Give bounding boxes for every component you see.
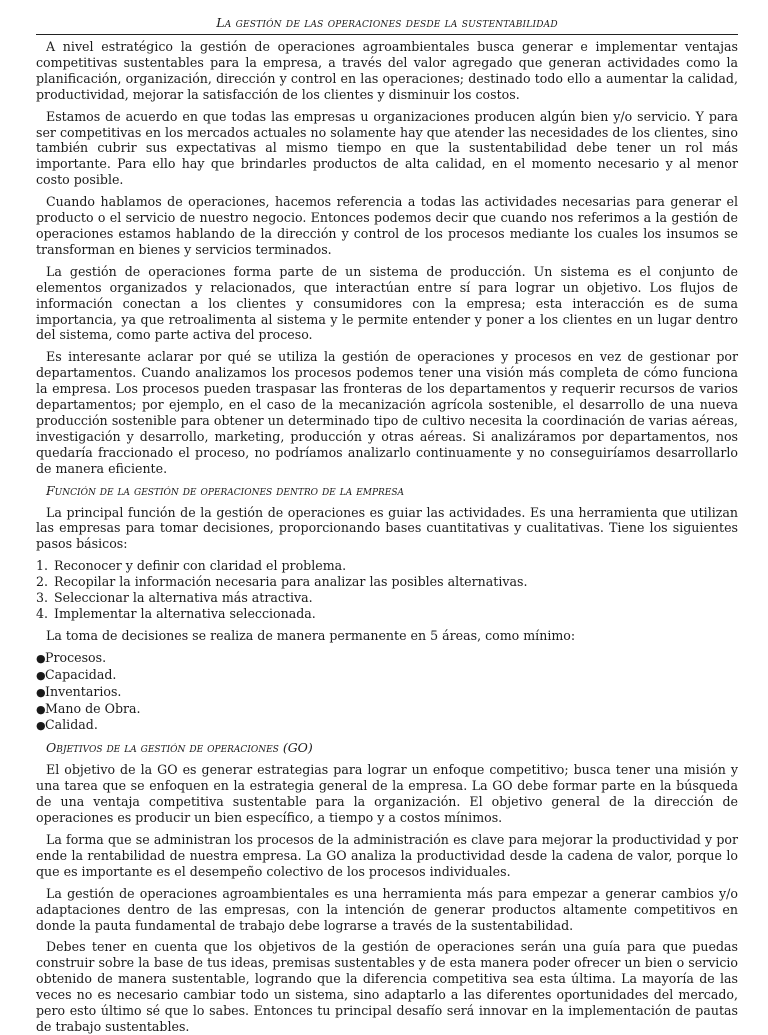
list-item-text: Procesos.: [45, 649, 107, 665]
list-item-text: Mano de Obra.: [45, 700, 141, 716]
steps-list: [36, 558, 738, 622]
bullet-icon: ●: [36, 668, 46, 682]
paragraph: La gestión de operaciones agroambientales es una herramienta más para empezar a generar cambios y/o adaptaciones dentro de las empresas, con la intención de generar productos altamente competitivos en donde la pauta fundamental de trabajo debe lograrse a través de la sustentabilidad.: [36, 885, 738, 933]
list-item-text: Implementar la alternativa seleccionada.: [54, 606, 316, 621]
list-item: [36, 606, 738, 622]
paragraph: Estamos de acuerdo en que todas las empresas u organizaciones producen algún bien y/o servicio. Y para ser competitivas en los mercados actuales no solamente hay que atender las necesidades de los clientes, sino también cubrir sus expectativas al mismo tiempo en que la sustentabilidad debe tener un rol más importante. Para ello hay que brindarles productos de alta calidad, en el momento necesario y al menor costo posible.: [36, 108, 738, 188]
bullet-icon: ●: [36, 651, 46, 665]
list-number: 2.: [36, 574, 49, 590]
list-item: [36, 667, 738, 684]
section-heading-function: Función de la gestión de operaciones dentro de la empresa: [46, 482, 405, 498]
paragraph: Debes tener en cuenta que los objetivos de la gestión de operaciones serán una guía para que puedas construir sobre la base de tus ideas, premisas sustentables y de esta manera poder ofrecer un bien o servicio obtenido de manera sustentable, logrando que la diferencia competitiva sea esta última. La mayoría de las veces no es necesario cambiar todo un sistema, sino adaptarlo a las diferentes oportunidades del mercado, pero esto último sé que lo sabes. Entonces tu principal desafío será innovar en la implementación de pautas de trabajo sustentables.: [36, 939, 738, 1034]
paragraph: La toma de decisiones se realiza de manera permanente en 5 áreas, como mínimo:: [46, 627, 576, 643]
list-item-text: Inventarios.: [45, 683, 122, 699]
list-item-text: Capacidad.: [45, 666, 117, 682]
list-item: [36, 701, 738, 718]
list-number: 3.: [36, 590, 49, 606]
paragraph: Cuando hablamos de operaciones, hacemos referencia a todas las actividades necesarias para generar el producto o el servicio de nuestro negocio. Entonces podemos decir que cuando nos referimos a la gestión de operaciones estamos hablando de la dirección y control de los procesos mediante los cuales los insumos se transforman en bienes y servicios terminados.: [36, 194, 738, 257]
bullet-icon: ●: [36, 719, 46, 733]
list-item: [36, 717, 738, 734]
paragraph: Es interesante aclarar por qué se utiliza la gestión de operaciones y procesos en vez de gestionar por departamentos. Cuando analizamos los procesos podemos tener una visión más completa de cómo funciona la empresa. Los procesos pueden traspasar las fronteras de los departamentos y requerir recursos de varios departamentos; por ejemplo, en el caso de la mecanización agrícola sostenible, el desarrollo de una nueva producción sostenible para obtener un determinado tipo de cultivo necesita la coordinación de varias aéreas, investigación y desarrollo, marketing, producción y otras aéreas. Si analizáramos por departamentos, nos quedaría fraccionado el proceso, no podríamos analizarlo continuamente y no conseguiríamos desarrollarlo de manera eficiente.: [36, 349, 738, 476]
bullet-icon: ●: [36, 702, 46, 716]
list-item-text: Reconocer y definir con claridad el problema.: [54, 558, 347, 574]
running-header: La gestión de las operaciones desde la sustentabilidad: [36, 14, 738, 35]
list-item-text: Seleccionar la alternativa más atractiva.: [54, 590, 313, 606]
list-item: [36, 574, 738, 590]
list-item-text: Calidad.: [45, 717, 98, 733]
paragraph: La principal función de la gestión de operaciones es guiar las actividades. Es una herramienta que utilizan las empresas para tomar decisiones, proporcionando bases cuantitativas y cualitativas. Tiene los siguientes pasos básicos:: [36, 504, 738, 552]
bullet-icon: ●: [36, 685, 46, 699]
section-heading-objectives: Objetivos de la gestión de operaciones (GO): [46, 740, 313, 756]
paragraph: La forma que se administran los procesos de la administración es clave para mejorar la productividad y por ende la rentabilidad de nuestra empresa. La GO analiza la productividad desde la cadena de valor, porque lo que es importante es el desempeño colectivo de los procesos individuales.: [36, 831, 738, 879]
paragraph: El objetivo de la GO es generar estrategias para lograr un enfoque competitivo; busca tener una misión y una tarea que se enfoquen en la estrategia general de la empresa. La GO debe formar parte en la búsqueda de una ventaja competitiva sustentable para la organización. El objetivo general de la dirección de operaciones es producir un bien específico, a tiempo y a costos mínimos.: [36, 762, 738, 826]
list-item-text: Recopilar la información necesaria para analizar las posibles alternativas.: [54, 574, 528, 590]
list-item: [36, 684, 738, 701]
list-item: [36, 558, 738, 574]
paragraph: La gestión de operaciones forma parte de un sistema de producción. Un sistema es el conjunto de elementos organizados y relacionados, que interactúan entre sí para lograr un objetivo. Los flujos de información conectan a los clientes y consumidores con la empresa; esta interacción es de suma importancia, ya que retroalimenta al sistema y le permite entender y poner a los clientes en un lugar dentro del sistema, como parte activa del proceso.: [36, 263, 738, 343]
list-item: [36, 650, 738, 667]
paragraph: A nivel estratégico la gestión de operaciones agroambientales busca generar e implementar ventajas competitivas sustentables para la empresa, a través del valor agregado que generan actividades como la planificación, organización, dirección y control en las operaciones; destinado todo ello a aumentar la calidad, productividad, mejorar la satisfacción de los clientes y disminuir los costos.: [36, 39, 738, 102]
list-item: [36, 590, 738, 606]
list-number: 4.: [36, 606, 49, 621]
areas-list: [36, 650, 738, 735]
list-number: 1.: [36, 558, 49, 574]
